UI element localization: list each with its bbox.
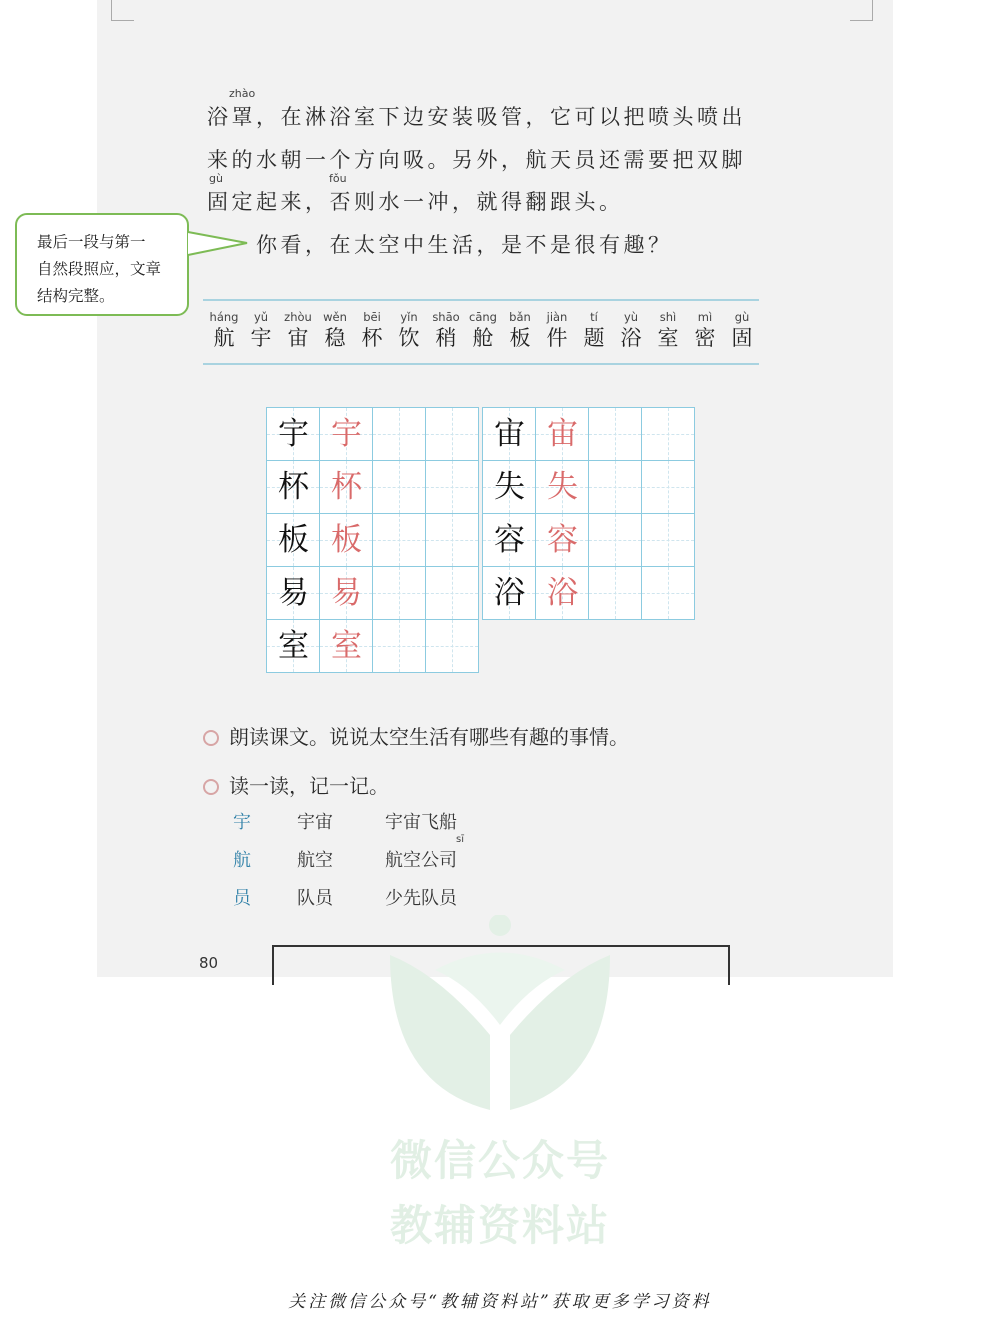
crop-mark (850, 0, 873, 21)
passage-line-1: 浴罩，在淋浴室下边安装吸管，它可以把喷头喷出 (207, 105, 746, 129)
vocab-item: yǐn 饮 (398, 310, 420, 350)
grid-empty-cell (589, 408, 642, 461)
grid-empty-cell (373, 567, 426, 620)
passage-line-3: 固定起来，否则水一冲，就得翻跟头。 (207, 190, 624, 214)
grid-empty-cell (373, 620, 426, 673)
grid-empty-cell (426, 408, 479, 461)
grid-model-char: 室 (267, 620, 320, 673)
ruby-si: sī (456, 834, 464, 845)
grid-empty-cell (426, 514, 479, 567)
vocab-item: yǔ 宇 (250, 310, 272, 350)
exercise-1 (203, 721, 629, 750)
grid-trace-char: 宙 (536, 408, 589, 461)
grid-empty-cell (426, 620, 479, 673)
annotation-line: 结构完整。 (37, 287, 115, 305)
word-char: 员 (233, 888, 251, 909)
grid-model-char: 浴 (483, 567, 536, 620)
grid-trace-char: 板 (320, 514, 373, 567)
word-word: 宇宙 (297, 812, 333, 833)
exercise-marker-icon (203, 730, 219, 746)
grid-trace-char: 杯 (320, 461, 373, 514)
ruby-fou: fǒu (329, 172, 347, 185)
callout-pointer (187, 228, 253, 260)
vocab-item: gù 固 (731, 310, 753, 350)
annotation-line: 最后一段与第一 (37, 233, 146, 251)
vocab-item: shāo 稍 (432, 310, 460, 350)
annotation-callout (15, 213, 189, 316)
grid-model-char: 宙 (483, 408, 536, 461)
word-word: 航空 (297, 850, 333, 871)
vocab-item: yù 浴 (620, 310, 642, 350)
vocab-item: tí 题 (583, 310, 605, 350)
vocab-item: háng 航 (209, 310, 239, 350)
word-word: 队员 (297, 888, 333, 909)
exercise-2 (203, 770, 389, 799)
passage-line-2: 来的水朝一个方向吸。另外，航天员还需要把双脚 (207, 148, 746, 172)
vocab-item: shì 室 (657, 310, 679, 350)
annotation-line: 自然段照应，文章 (37, 260, 162, 278)
grid-empty-cell (373, 514, 426, 567)
grid-empty-cell (589, 461, 642, 514)
grid-empty-cell (642, 567, 695, 620)
word-phrase: 少先队员 (385, 888, 457, 909)
vocab-item: jiàn 件 (546, 310, 568, 350)
grid-empty-cell (589, 514, 642, 567)
watermark-line-1: 微信公众号 (389, 1136, 610, 1185)
grid-empty-cell (642, 461, 695, 514)
grid-empty-cell (426, 461, 479, 514)
exercise-1-text: 朗读课文。说说太空生活有哪些有趣的事情。 (229, 725, 629, 749)
writing-grid-left (266, 407, 479, 673)
grid-trace-char: 浴 (536, 567, 589, 620)
writing-grid-right (482, 407, 695, 620)
vocab-item: bēi 杯 (361, 310, 383, 350)
exercise-2-text: 读一读，记一记。 (229, 774, 389, 798)
vocab-item: cāng 舱 (469, 310, 497, 350)
grid-model-char: 杯 (267, 461, 320, 514)
sprout-logo-icon (380, 915, 620, 1115)
grid-empty-cell (642, 408, 695, 461)
grid-trace-char: 易 (320, 567, 373, 620)
grid-trace-char: 失 (536, 461, 589, 514)
grid-model-char: 容 (483, 514, 536, 567)
grid-empty-cell (589, 567, 642, 620)
ruby-gu: gù (209, 172, 223, 185)
word-char: 航 (233, 850, 251, 871)
grid-empty-cell (373, 408, 426, 461)
vocabulary-strip (203, 299, 759, 365)
grid-trace-char: 宇 (320, 408, 373, 461)
grid-model-char: 易 (267, 567, 320, 620)
word-phrase: 宇宙飞船 (385, 812, 457, 833)
watermark-line-2: 教辅资料站 (389, 1201, 610, 1250)
crop-mark (111, 0, 134, 21)
vocab-item: bǎn 板 (509, 310, 531, 350)
exercise-marker-icon (203, 779, 219, 795)
vocab-item: mì 密 (694, 310, 716, 350)
grid-model-char: 失 (483, 461, 536, 514)
word-phrase: 航空公司 (385, 850, 457, 871)
grid-trace-char: 室 (320, 620, 373, 673)
grid-model-char: 板 (267, 514, 320, 567)
grid-empty-cell (426, 567, 479, 620)
page-number: 80 (199, 954, 219, 972)
grid-trace-char: 容 (536, 514, 589, 567)
ruby-zhao: zhào (229, 87, 256, 100)
word-char: 宇 (233, 812, 251, 833)
footer-notice: 关注微信公众号“教辅资料站”获取更多学习资料 (288, 1292, 712, 1312)
vocab-item: zhòu 宙 (284, 310, 312, 350)
grid-empty-cell (642, 514, 695, 567)
vocab-item: wěn 稳 (323, 310, 347, 350)
passage-line-4: 你看，在太空中生活，是不是很有趣？ (256, 233, 673, 257)
grid-model-char: 宇 (267, 408, 320, 461)
grid-empty-cell (373, 461, 426, 514)
